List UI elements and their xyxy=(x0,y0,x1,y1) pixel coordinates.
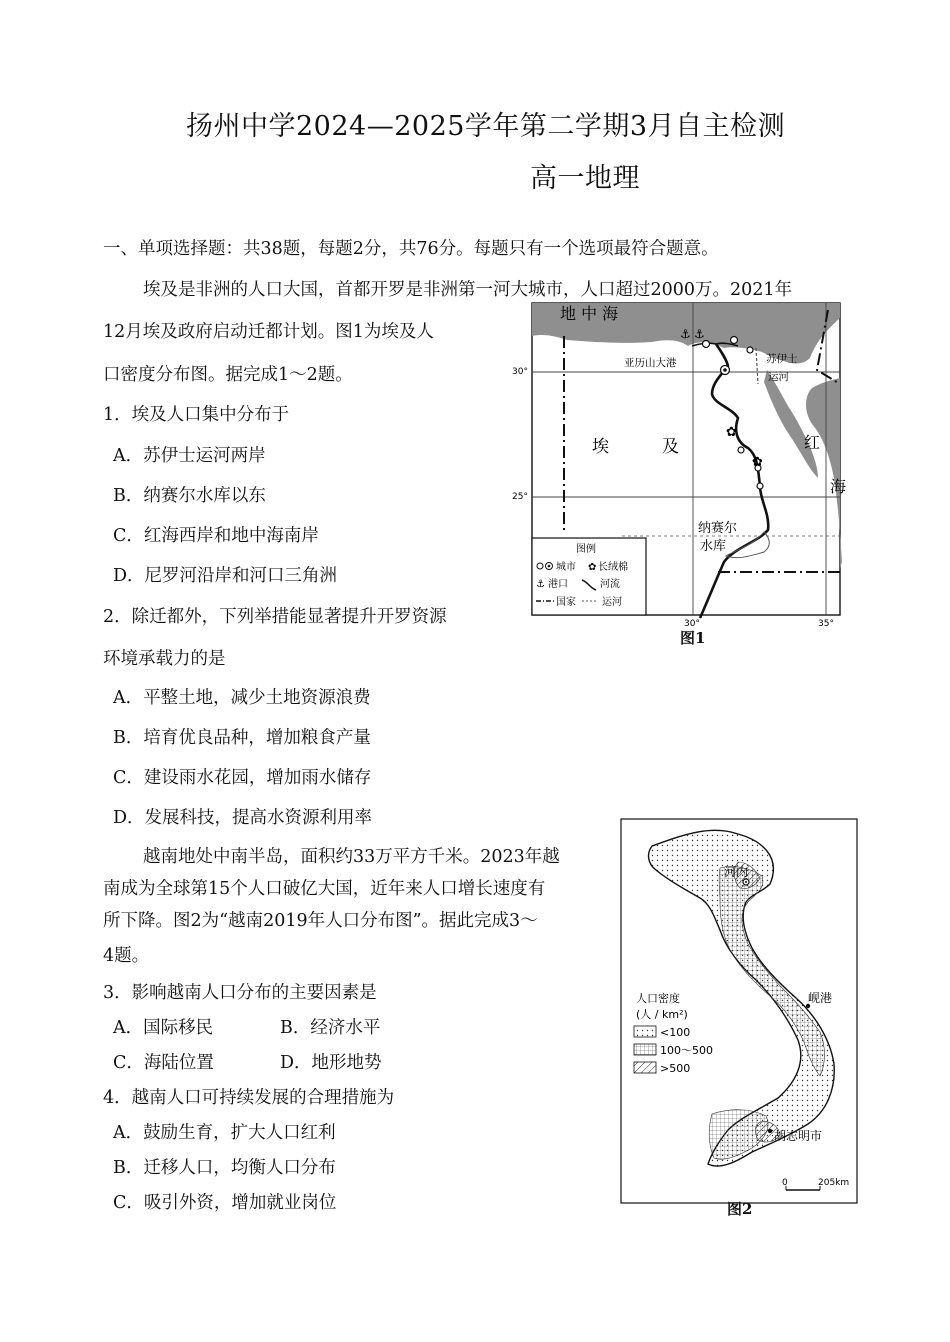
legend-title: 图例 xyxy=(576,544,596,555)
legend-port-icon: ⚓ xyxy=(536,579,545,590)
passage2-line4: 4题。 xyxy=(103,946,150,966)
lon35-label: 35° xyxy=(818,619,834,629)
legend-mid-swatch xyxy=(634,1044,656,1055)
lat30-label: 30° xyxy=(512,367,528,377)
q3-option-c[interactable]: C．海陆位置 xyxy=(113,1053,214,1073)
hanoi-dot xyxy=(745,881,747,883)
city-marker xyxy=(747,347,753,353)
legend-low-swatch xyxy=(634,1026,656,1037)
q1-option-d[interactable]: D．尼罗河沿岸和河口三角洲 xyxy=(113,566,338,586)
legend-low-label: <100 xyxy=(660,1026,691,1039)
figure1-caption: 图1 xyxy=(680,629,706,647)
legend-capital-dot xyxy=(548,565,551,568)
q2-option-c[interactable]: C．建设雨水花园，增加雨水储存 xyxy=(113,768,372,788)
q2-option-b[interactable]: B．培育优良品种，增加粮食产量 xyxy=(113,728,371,748)
hcm-label: 胡志明市 xyxy=(774,1129,823,1143)
sea-mediterranean-label: 地 中 海 xyxy=(560,304,619,323)
passage2-line3: 所下降。图2为“越南2019年人口分布图”。据此完成3～ xyxy=(103,911,538,931)
q3-option-a[interactable]: A．国际移民 xyxy=(113,1018,214,1038)
exam-title: 扬州中学2024—2025学年第二学期3月自主检测 xyxy=(186,111,786,142)
q4-stem: 4．越南人口可持续发展的合理措施为 xyxy=(103,1088,395,1108)
scale-zero: 0 xyxy=(782,1178,788,1188)
hcm-marker xyxy=(768,1129,772,1133)
lon30-label: 30° xyxy=(684,619,700,629)
legend-high-swatch xyxy=(634,1062,656,1073)
legend-cotton-label: 长绒棉 xyxy=(598,562,628,573)
q3-option-b[interactable]: B．经济水平 xyxy=(280,1018,381,1038)
q4-option-b[interactable]: B．迁移人口，均衡人口分布 xyxy=(113,1158,336,1178)
legend-mid-label: 100～500 xyxy=(660,1044,713,1057)
q2-option-a[interactable]: A．平整土地，减少土地资源浪费 xyxy=(113,688,371,708)
figure2-vietnam-map xyxy=(620,818,858,1204)
reservoir-label-2: 水库 xyxy=(700,539,727,554)
legend-river-label: 河流 xyxy=(600,579,620,590)
legend-high-label: >500 xyxy=(660,1062,691,1075)
port-anchor-icon: ⚓ xyxy=(694,327,705,341)
city-marker xyxy=(757,483,763,489)
passage1-line2: 12月埃及政府启动迁都计划。图1为埃及人 xyxy=(103,322,434,342)
figure2-legend-unit: (人 / km²) xyxy=(636,1008,688,1021)
legend-cotton-icon: ✿ xyxy=(588,562,597,573)
q1-option-c[interactable]: C．红海西岸和地中海南岸 xyxy=(113,526,319,546)
suez-canal-label-1: 苏伊士 xyxy=(766,353,798,365)
legend-border-label: 国家 xyxy=(556,597,576,608)
hanoi-label: 河内 xyxy=(724,865,749,879)
figure2-caption: 图2 xyxy=(727,1200,753,1218)
legend-city-label: 城市 xyxy=(556,562,576,573)
red-sea-label-1: 红 xyxy=(804,433,821,452)
passage1-line1: 埃及是非洲的人口大国，首都开罗是非洲第一河大城市，人口超过2000万。2021年 xyxy=(143,280,793,300)
scale-max: 205km xyxy=(818,1178,850,1188)
exam-subject: 高一地理 xyxy=(530,163,640,194)
cotton-icon: ✿ xyxy=(726,425,737,440)
suez-canal-label-2: 运河 xyxy=(768,371,789,383)
reservoir-label-1: 纳赛尔 xyxy=(698,521,738,536)
q3-stem: 3．影响越南人口分布的主要因素是 xyxy=(103,983,377,1003)
figure1-egypt-map xyxy=(512,300,847,629)
danang-label: 岘港 xyxy=(808,991,833,1005)
q4-option-a[interactable]: A．鼓励生育，扩大人口红利 xyxy=(113,1123,336,1143)
country-label-1: 埃 xyxy=(592,437,609,457)
q2-stem-line1: 2．除迁都外，下列举措能显著提升开罗资源 xyxy=(103,607,447,627)
q3-option-d[interactable]: D．地形地势 xyxy=(280,1053,382,1073)
q2-stem-line2: 环境承载力的是 xyxy=(103,649,226,669)
cotton-icon: ✿ xyxy=(752,455,763,470)
red-sea-label-2: 海 xyxy=(830,477,847,496)
figure2-legend-title: 人口密度 xyxy=(636,992,680,1005)
legend-port-label: 港口 xyxy=(548,579,568,590)
q1-option-b[interactable]: B．纳赛尔水库以东 xyxy=(113,486,266,506)
q2-option-d[interactable]: D．发展科技，提高水资源利用率 xyxy=(113,808,373,828)
passage1-line3: 口密度分布图。据完成1～2题。 xyxy=(103,365,353,385)
legend-city-icon xyxy=(537,563,543,569)
legend-canal-label: 运河 xyxy=(602,597,622,608)
passage2-line2: 南成为全球第15个人口破亿大国，近年来人口增长速度有 xyxy=(103,879,546,899)
lat25-label: 25° xyxy=(512,492,528,502)
cairo-dot xyxy=(723,368,727,372)
city-marker xyxy=(738,447,744,453)
section-heading: 一、单项选择题：共38题，每题2分，共76分。每题只有一个选项最符合题意。 xyxy=(103,239,719,259)
q1-option-a[interactable]: A．苏伊士运河两岸 xyxy=(113,446,266,466)
q4-option-c[interactable]: C．吸引外资，增加就业岗位 xyxy=(113,1193,337,1213)
city-marker xyxy=(731,337,738,344)
alexandria-port-label: 亚历山大港 xyxy=(624,357,677,369)
city-marker xyxy=(703,341,710,348)
passage2-line1: 越南地处中南半岛，面积约33万平方千米。2023年越 xyxy=(143,847,560,867)
country-label-2: 及 xyxy=(662,437,679,457)
port-anchor-icon: ⚓ xyxy=(680,327,691,341)
q1-stem: 1．埃及人口集中分布于 xyxy=(103,405,290,425)
